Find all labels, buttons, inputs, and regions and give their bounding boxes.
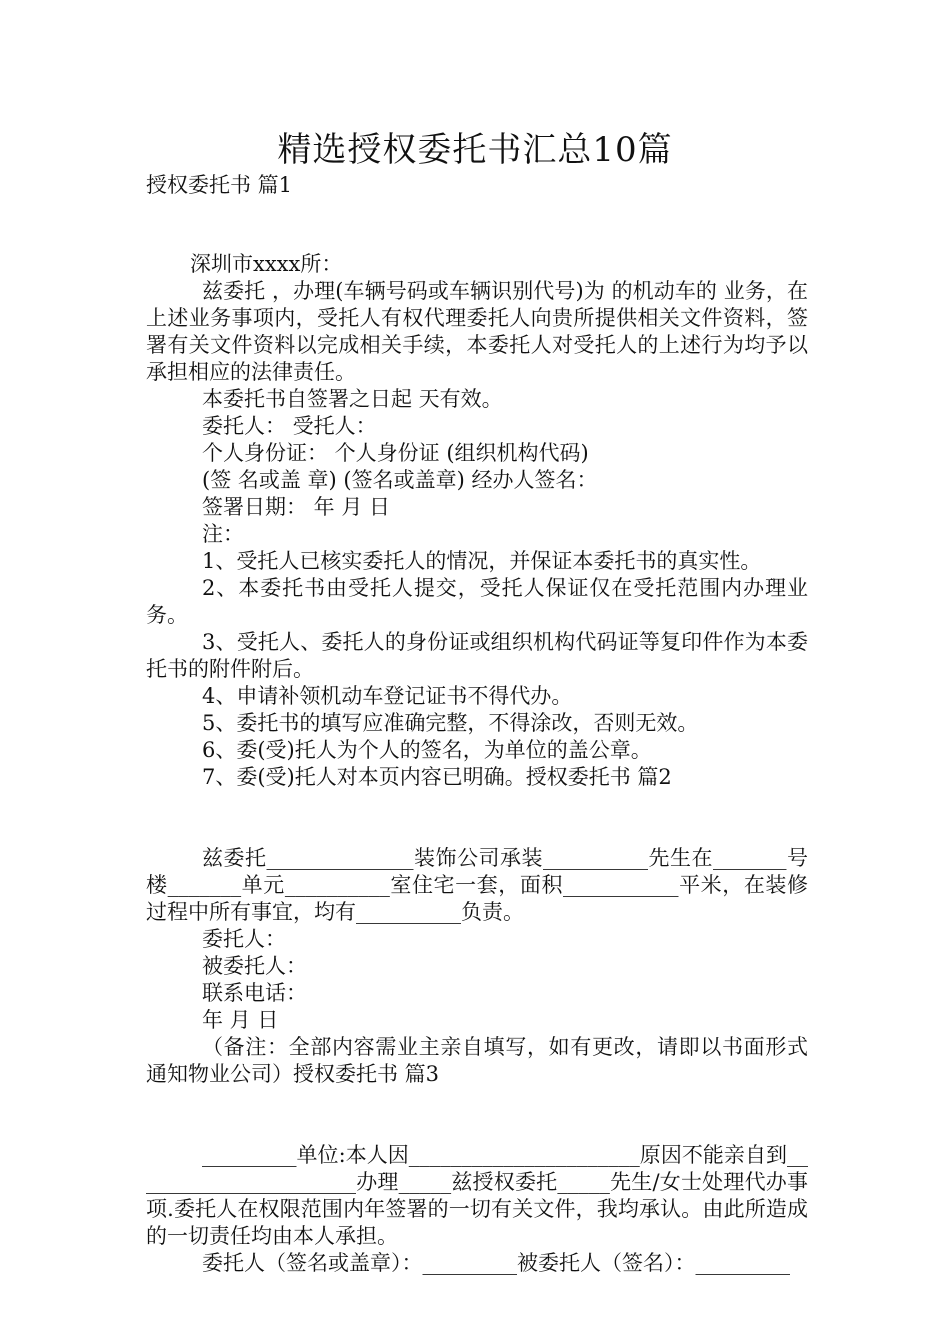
list-item: 2、本委托书由受托人提交，受托人保证仅在受托范围内办理业务。 — [146, 576, 808, 627]
salutation: 深圳市xxxx所： — [190, 252, 343, 276]
list-item: 6、委(受)托人为个人的签名，为单位的盖公章。 — [202, 738, 652, 762]
list-item: 1、受托人已核实委托人的情况，并保证本委托书的真实性。 — [202, 549, 762, 573]
paragraph: （备注：全部内容需业主亲自填写，如有更改，请即以书面形式通知物业公司）授权委托书 篇3 — [146, 1035, 808, 1086]
blank-space — [146, 199, 808, 251]
document-body — [146, 172, 808, 1277]
list-item: 3、受托人、委托人的身份证或组织机构代码证等复印件作为本委托书的附件附后。 — [146, 630, 808, 681]
list-item: 7、委(受)托人对本页内容已明确。授权委托书 篇2 — [202, 765, 672, 789]
paragraph: 兹委托______________装饰公司承装__________先生在_______号楼_______单元__________室住宅一套，面积___________平米，在装修过程中所有事宜，均有__________负责。 — [146, 846, 808, 924]
paragraph: 年 月 日 — [202, 1008, 279, 1032]
paragraph: 本委托书自签署之日起 天有效。 — [202, 387, 503, 411]
section-heading-1: 授权委托书 篇1 — [146, 173, 293, 197]
paragraph: 注： — [202, 522, 244, 546]
paragraph: 委托人（签名或盖章）：_________被委托人（签名）：_________ — [202, 1251, 790, 1275]
list-item: 5、委托书的填写应准确完整，不得涂改，否则无效。 — [202, 711, 699, 735]
paragraph: 兹委托 ，办理(车辆号码或车辆识别代号)为 的机动车的 业务，在上述业务事项内，受托人有权代理委托人向贵所提供相关文件资料，签署有关文件资料以完成相关手续，本委托人对受托人的上述行为均予以承担相应的法律责任。 — [146, 279, 808, 384]
paragraph: 委托人： 受托人： — [202, 414, 377, 438]
paragraph: 联系电话： — [202, 981, 307, 1005]
paragraph: 委托人： — [202, 927, 286, 951]
paragraph: 个人身份证： 个人身份证 (组织机构代码) — [202, 441, 589, 465]
document-title: 精选授权委托书汇总10篇 — [277, 130, 673, 170]
paragraph: _________单位:本人因______________________原因不能亲自到______________________办理_____兹授权委托_____先生/女士处理代办事项.委托人在权限范围内年签署的一切有关文件，我均承认。由此所造成的一切责任均由本人承担。 — [146, 1143, 808, 1248]
paragraph: 被委托人： — [202, 954, 307, 978]
list-item: 4、申请补领机动车登记证书不得代办。 — [202, 684, 573, 708]
blank-space — [146, 1088, 808, 1142]
paragraph: 签署日期： 年 月 日 — [202, 495, 391, 519]
blank-space — [146, 791, 808, 845]
paragraph: (签 名或盖 章) (签名或盖章) 经办人签名： — [202, 468, 598, 492]
